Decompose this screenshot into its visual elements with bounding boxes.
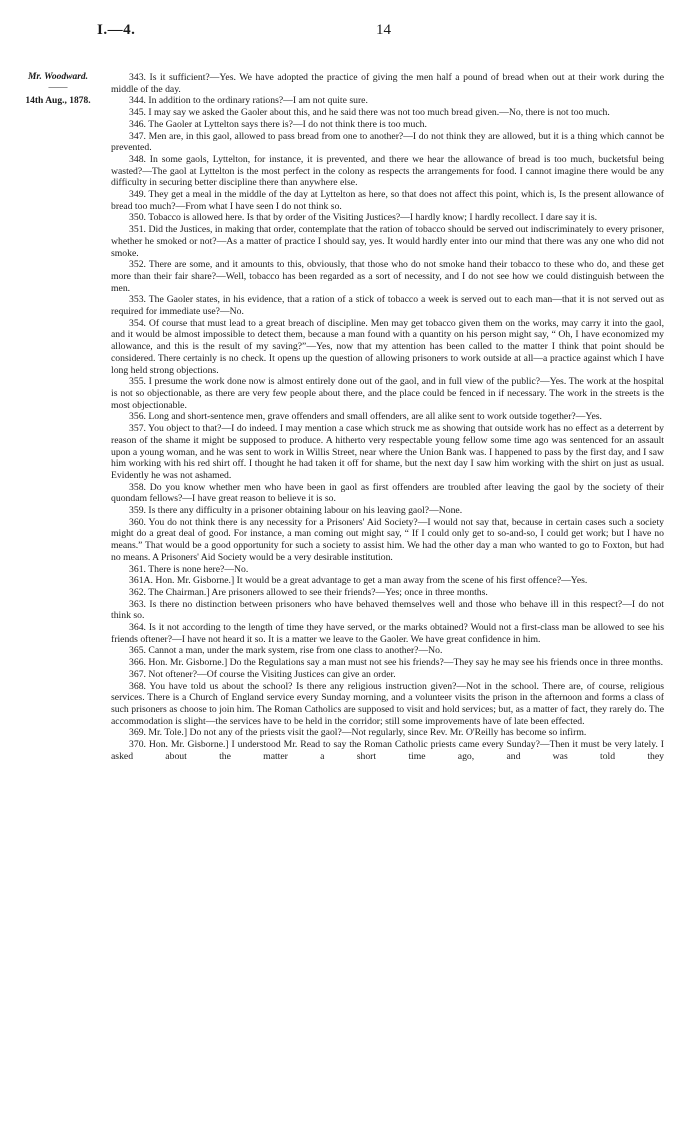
paragraph-359: 359. Is there any difficulty in a prisoner obtaining labour on his leaving gaol?—None. [129,505,463,517]
paragraph-358: 358. Do you know whether men who have been in gaol as first offenders are troubled after leaving the gaol by the society of their quondam fellows?—I have great reason to believe it is so. [111,481,664,505]
paragraph-367: 367. Not oftener?—Of course the Visiting Justices can give an order. [129,668,396,680]
paragraph-345: 345. I may say we asked the Gaoler about this, and he said there was not too much bread given.—No, there is not too much. [129,107,610,119]
margin-notes [8,72,108,106]
paragraph-350: 350. Tobacco is allowed here. Is that by order of the Visiting Justices?—I hardly know; I hardly recollect. I dare say it is. [129,212,598,224]
paragraph-344: 344. In addition to the ordinary rations?—I am not quite sure. [129,95,368,107]
paragraph-356: 356. Long and short-sentence men, grave offenders and small offenders, are all alike sent to work outside together?—Yes. [129,411,602,423]
page-number: 14 [376,22,391,38]
paragraph-365: 365. Cannot a man, under the mark system, rise from one class to another?—No. [129,645,443,657]
document-reference: I.—4. [97,22,136,38]
paragraph-355: 355. I presume the work done now is almost entirely done out of the gaol, and in full view of the public?—Yes. The work at the hospital is not so objectionable, as there are very few people about there, and the place could be fenced in if necessary. The work in the streets is the most objectionable. [111,376,664,411]
paragraph-370: 370. Hon. Mr. Gisborne.] I understood Mr. Read to say the Roman Catholic priests came every Sunday?—Then it must be very lately. I asked about the matter a short time ago, and was told they [111,739,664,762]
paragraph-354: 354. Of course that must lead to a great breach of discipline. Men may get tobacco given them on the works, may carry it into the gaol, and it would be almost impossible to detect them, because a man found with a quantity on his person might say, “ Oh, I have economized my allowance, and this is the result of my saving?”—Yes, now that my attention has been called to the matter I think that point should be considered. There certainly is no check. It opens up the question of allowing prisoners to work outside at all—a practice against which I have long held strong objections. [111,317,664,376]
paragraph-348: 348. In some gaols, Lyttelton, for instance, it is prevented, and there we hear the allowance of bread is too much, bucketsful being wasted?—The gaol at Lyttelton is the most perfect in the colony as respects the arrangements for food. I cannot imagine there would be any difficulty in securing better discipline there than anywhere else. [111,153,664,189]
paragraph-361a: 361A. Hon. Mr. Gisborne.] It would be a great advantage to get a man away from the scene of his first offence?—Yes. [129,575,588,587]
paragraph-357: 357. You object to that?—I do indeed. I may mention a case which struck me as showing that outside work has no effect as a deterrent by reason of the shame it might be supposed to produce. A hitherto very respectable young fellow some time ago was sentenced for an assault upon a young woman, and he was sent to work in Willis Street, near where the Union Bank was. I happened to pass by the first day, and I saw him working with his red shirt off. I thought he had taken it off for shame, but the next day I saw him working with the shirt on just as usual. Evidently he was not ashamed. [111,423,664,481]
paragraph-366: 366. Hon. Mr. Gisborne.] Do the Regulations say a man must not see his friends?—They say he may see his friends once in three months. [129,657,664,669]
paragraph-369: 369. Mr. Tole.] Do not any of the priests visit the gaol?—Not regularly, since Rev. Mr. O'Reilly has become so infirm. [129,727,587,739]
paragraph-363: 363. Is there no distinction between prisoners who have behaved themselves well and those who behave ill in this respect?—I do not think so. [111,598,664,622]
paragraph-364: 364. Is it not according to the length of time they have served, or the marks obtained? Would not a first-class man be allowed to see his friends oftener?—I have not heard it so. It is a matter we leave to the Gaoler. We have great confidence in him. [111,622,664,645]
evidence-body [111,72,664,762]
paragraph-343: 343. Is it sufficient?—Yes. We have adopted the practice of giving the men half a pound of bread when out at their work during the middle of the day. [111,72,664,95]
paragraph-353: 353. The Gaoler states, in his evidence, that a ration of a stick of tobacco a week is served out to each man—that it is not served out as required for immediate use?—No. [111,294,664,318]
paragraph-346: 346. The Gaoler at Lyttelton says there is?—I do not think there is too much. [129,118,427,130]
margin-speaker: Mr. Woodward. [27,72,89,82]
paragraph-352: 352. There are some, and it amounts to this, obviously, that those who do not smoke hand their tobacco to these who do, and these get more than their fair share?—Well, tobacco has been regarded as a sort of necessity, and I do not see how we could distinguish between the men. [111,259,664,294]
page-header [0,22,700,46]
paragraph-368: 368. You have told us about the school? Is there any religious instruction given?—Not in the school. There are, of course, religious services. There is a Church of England service every Sunday morning, and a volunteer visits the prison in the afternoon and forms a class of such prisoners as choose to join him. The Roman Catholics are supposed to visit and hold services; but, as a matter of fact, they rarely do. The accommodation is slight—the services have to be held in the corridor; still some improvements have of late been effected. [111,680,664,727]
paragraph-351: 351. Did the Justices, in making that order, contemplate that the ration of tobacco should be served out indiscriminately to every prisoner, whether he smoked or not?—As a matter of practice I should say, yes. It would hardly enter into our mind that there was any one who did not smoke. [111,224,664,259]
paragraph-349: 349. They get a meal in the middle of the day at Lyttelton as here, so that does not affect this point, which is, Is the present allowance of bread too much?—From what I have seen I do not think so. [111,189,664,212]
margin-rule: —— [48,83,68,93]
paragraph-362: 362. The Chairman.] Are prisoners allowed to see their friends?—Yes; once in three months. [129,586,488,598]
paragraph-360: 360. You do not think there is any necessity for a Prisoners' Aid Society?—I would not say that, because in certain cases such a society might do a great deal of good. For instance, a man coming out might say, “ If I could only get to so-and-so, I could get work; but I have no means.” That would be a good opportunity for such a society to assist him. We had the other day a man who wanted to go to Foxton, but had no means. A Prisoners' Aid Society would be a very desirable institution. [111,516,664,563]
margin-date: 14th Aug., 1878. [25,96,91,106]
paragraph-361: 361. There is none here?—No. [129,563,249,575]
paragraph-347: 347. Men are, in this gaol, allowed to pass bread from one to another?—I do not think they are allowed, but it is a thing which cannot be prevented. [111,130,664,154]
